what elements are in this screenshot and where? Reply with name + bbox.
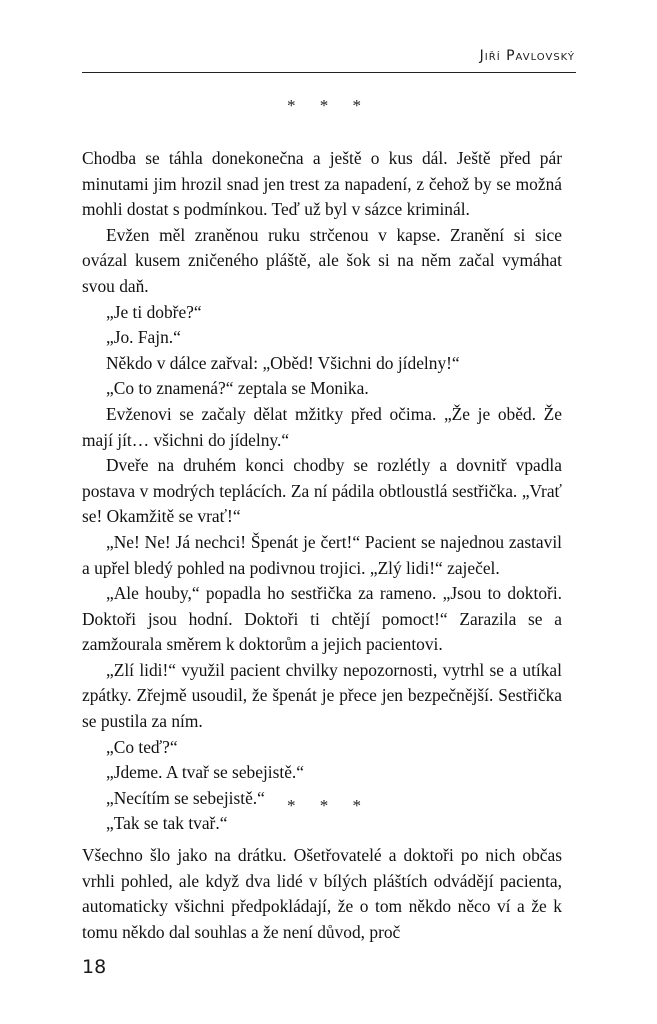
paragraph: Evženovi se začaly dělat mžitky před očima. „Že je oběd. Že mají jít… všichni do jídelny.“ bbox=[82, 403, 562, 450]
paragraph: Všechno šlo jako na drátku. Ošetřovatelé a doktoři po nich občas vrhli pohled, ale když dva lidé v bílých pláštích odvádějí pacienta, automaticky všichni předpokládají, že o tom někdo něco ví a že k tomu někdo dal souhlas a že není důvod, proč bbox=[82, 845, 562, 942]
section-break: * * * bbox=[287, 796, 371, 815]
section-1-text bbox=[82, 146, 562, 837]
paragraph: Chodba se táhla donekonečna a ještě o kus dál. Ještě před pár minutami jim hrozil snad jen trest za napadení, z čehož by se možná mohli dostat s podmínkou. Teď už byl v sázce kriminál. bbox=[82, 148, 562, 220]
header-rule bbox=[82, 72, 576, 73]
paragraph: „Je ti dobře?“ bbox=[106, 301, 202, 322]
paragraph: Někdo v dálce zařval: „Oběd! Všichni do jídelny!“ bbox=[106, 352, 460, 373]
paragraph: „Co to znamená?“ zeptala se Monika. bbox=[106, 378, 369, 399]
paragraph: „Ale houby,“ popadla ho sestřička za rameno. „Jsou to doktoři. Doktoři jsou hodní. Doktoři ti chtějí pomoct!“ Zarazila se a zamžourala směrem k doktorům a jejich pacientovi. bbox=[82, 583, 562, 655]
paragraph: „Tak se tak tvař.“ bbox=[106, 813, 228, 834]
paragraph: „Zlí lidi!“ využil pacient chvilky nepozornosti, vytrhl se a utíkal zpátky. Zřejmě usoudil, že špenát je přece jen bezpečnější. Sestřička se pustila za ním. bbox=[82, 659, 562, 732]
paragraph: Evžen měl zraněnou ruku strčenou v kapse. Zranění si sice ovázal kusem zničeného pláště, ale šok si na něm začal vymáhat svou daň. bbox=[82, 224, 562, 296]
paragraph: Dveře na druhém konci chodby se rozlétly a dovnitř vpadla postava v modrých teplácích. Za ní pádila obtloustlá sestřička. „Vrať se! Okamžitě se vrať!“ bbox=[82, 455, 562, 527]
running-header-author: Jiří Pavlovský bbox=[479, 48, 575, 64]
paragraph: „Necítím se sebejistě.“ bbox=[106, 787, 265, 808]
paragraph: „Jdeme. A tvař se sebejistě.“ bbox=[106, 762, 304, 783]
section-break: * * * bbox=[287, 96, 371, 115]
paragraph: „Jo. Fajn.“ bbox=[106, 327, 181, 348]
section-2-text bbox=[82, 843, 562, 945]
page-number: 18 bbox=[82, 956, 107, 978]
paragraph: „Ne! Ne! Já nechci! Špenát je čert!“ Pacient se najednou zastavil a upřel bledý pohled na podivnou trojici. „Zlý lidi!“ zaječel. bbox=[82, 531, 562, 578]
paragraph: „Co teď?“ bbox=[106, 736, 178, 757]
